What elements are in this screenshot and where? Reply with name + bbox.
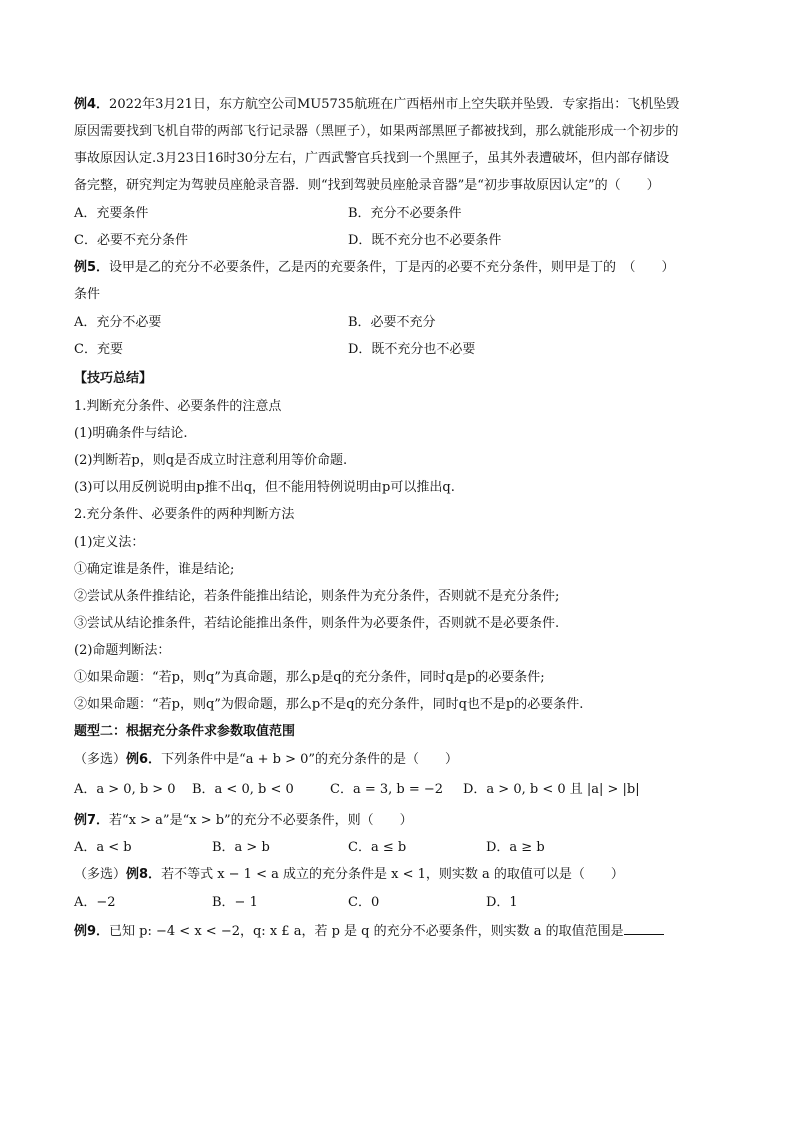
- ex4-text-1: 2022年3月21日，东方航空公司MU5735航班在广西梧州市上空失联并坠毁．专家指出：飞机坠毁: [109, 97, 680, 112]
- ex9-label: 例9．: [74, 924, 110, 939]
- ex5-option-d: D．既不充分也不必要: [348, 342, 476, 357]
- ex7-option-a: A．a < b: [74, 840, 132, 855]
- ex4-option-b: B．充分不必要条件: [348, 206, 462, 221]
- ex9-stem: 已知 p: −4 < x < −2，q: x £ a，若 p 是 q 的充分不必要条件，则实数 a 的取值范围是: [109, 924, 624, 939]
- ex7-option-b: B．a > b: [212, 840, 270, 855]
- summary-line-12: ②如果命题：“若p，则q”为假命题，那么p不是q的充分条件，同时q也不是p的必要条件.: [74, 697, 584, 712]
- ex7-label: 例7．: [74, 813, 110, 828]
- ex6-option-b: B．a < 0, b < 0: [192, 782, 294, 797]
- ex6-option-a: A．a > 0, b > 0: [74, 782, 176, 797]
- ex8-stem-line: [74, 866, 624, 884]
- ex8-option-b: B．− 1: [212, 895, 258, 910]
- ex6-stem-line: [74, 751, 458, 769]
- summary-title: 【技巧总结】: [74, 371, 153, 386]
- ex6-option-c: C．a = 3, b = −2: [330, 782, 444, 797]
- ex4-line-2: 原因需要找到飞机自带的两部飞行记录器（黑匣子），如果两部黑匣子都被找到，那么就能形成一个初步的: [74, 124, 679, 139]
- ex8-option-c: C．0: [348, 895, 380, 910]
- ex6-option-d: D．a > 0, b < 0 且 |a| > |b|: [463, 782, 640, 797]
- ex8-label: 例8．: [126, 867, 162, 882]
- summary-line-10: (2)命题判断法：: [74, 643, 171, 658]
- ex5-line-1: [74, 259, 675, 277]
- ex7-option-c: C．a ≤ b: [348, 840, 407, 855]
- ex8-stem: 若不等式 x − 1 < a 成立的充分条件是 x < 1，则实数 a 的取值可以是（ ）: [161, 867, 624, 882]
- ex7-stem: 若“x > a”是“x > b”的充分不必要条件，则（ ）: [109, 813, 413, 828]
- ex4-option-a: A．充要条件: [74, 206, 149, 221]
- ex4-option-c: C．必要不充分条件: [74, 233, 188, 248]
- ex9-stem-line: [74, 922, 664, 941]
- ex8-option-d: D．1: [486, 895, 518, 910]
- ex5-option-c: C．充要: [74, 342, 123, 357]
- summary-line-7: ①确定谁是条件，谁是结论;: [74, 562, 235, 577]
- ex5-line-2: 条件: [74, 287, 101, 302]
- ex6-prefix: （多选）: [74, 752, 127, 767]
- ex5-option-a: A．充分不必要: [74, 315, 162, 330]
- ex5-option-b: B．必要不充分: [348, 315, 436, 330]
- ex7-stem-line: [74, 812, 413, 830]
- ex5-text-1: 设甲是乙的充分不必要条件，乙是丙的充要条件，丁是丙的必要不充分条件，则甲是丁的 （ ）: [109, 260, 675, 275]
- summary-line-11: ①如果命题：“若p，则q”为真命题，那么p是q的充分条件，同时q是p的必要条件;: [74, 670, 545, 685]
- type2-title: 题型二：根据充分条件求参数取值范围: [74, 724, 296, 739]
- ex4-option-d: D．既不充分也不必要条件: [348, 233, 502, 248]
- answer-blank[interactable]: [624, 922, 664, 935]
- summary-line-1: 1.判断充分条件、必要条件的注意点: [74, 399, 282, 414]
- summary-line-6: (1)定义法：: [74, 535, 145, 550]
- ex4-label: 例4．: [74, 97, 110, 112]
- summary-line-3: (2)判断若p，则q是否成立时注意利用等价命题.: [74, 453, 348, 468]
- ex4-line-1: [74, 96, 679, 114]
- ex6-label: 例6．: [126, 752, 162, 767]
- ex7-option-d: D．a ≥ b: [486, 840, 545, 855]
- summary-line-4: (3)可以用反例说明由p推不出q，但不能用特例说明由p可以推出q.: [74, 480, 455, 495]
- summary-line-9: ③尝试从结论推条件，若结论能推出条件，则条件为必要条件，否则就不是必要条件.: [74, 616, 560, 631]
- summary-line-5: 2.充分条件、必要条件的两种判断方法: [74, 507, 295, 522]
- ex4-line-3: 事故原因认定.3月23日16时30分左右，广西武警官兵找到一个黑匣子，虽其外表遭破坏，但内部存储设: [74, 151, 670, 166]
- summary-line-2: (1)明确条件与结论.: [74, 426, 188, 441]
- ex4-line-4: 备完整，研究判定为驾驶员座舱录音器．则“找到驾驶员座舱录音器”是“初步事故原因认定”的（ ）: [74, 178, 660, 193]
- ex8-prefix: （多选）: [74, 867, 127, 882]
- ex5-label: 例5．: [74, 260, 110, 275]
- ex8-option-a: A．−2: [74, 895, 116, 910]
- summary-line-8: ②尝试从条件推结论，若条件能推出结论，则条件为充分条件，否则就不是充分条件;: [74, 589, 560, 604]
- ex6-stem: 下列条件中是“a + b > 0”的充分条件的是（ ）: [161, 752, 459, 767]
